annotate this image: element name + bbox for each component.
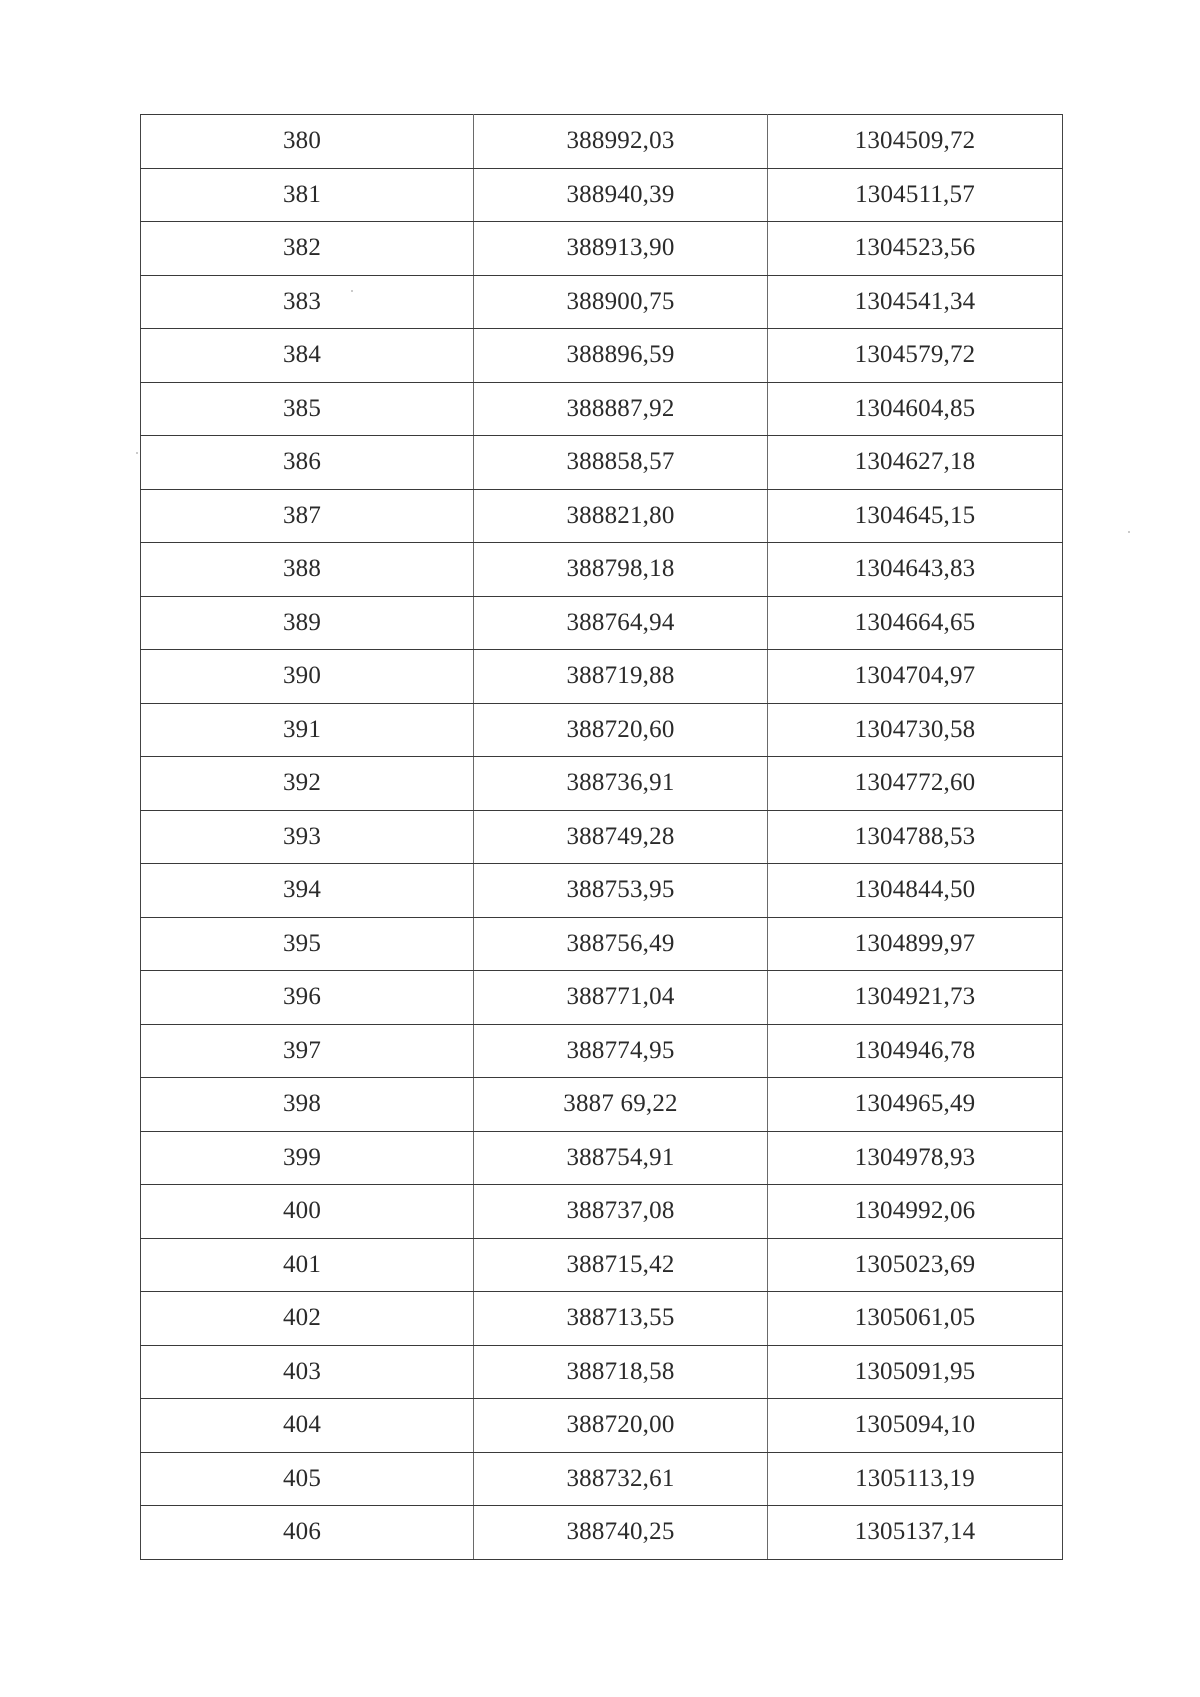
table-row [141, 115, 1063, 169]
y-coordinate-cell: 1304704,97 [768, 650, 1063, 704]
point-number-cell: 401 [141, 1238, 474, 1292]
point-number-cell: 402 [141, 1292, 474, 1346]
point-number-cell: 391 [141, 703, 474, 757]
table-row [141, 1238, 1063, 1292]
table-row [141, 168, 1063, 222]
table-row [141, 382, 1063, 436]
table-row [141, 489, 1063, 543]
point-number-cell: 398 [141, 1078, 474, 1132]
x-coordinate-cell: 388798,18 [474, 543, 768, 597]
y-coordinate-cell: 1304627,18 [768, 436, 1063, 490]
x-coordinate-cell: 388740,25 [474, 1506, 768, 1560]
y-coordinate-cell: 1304992,06 [768, 1185, 1063, 1239]
table-row [141, 650, 1063, 704]
point-number-cell: 400 [141, 1185, 474, 1239]
y-coordinate-cell: 1304788,53 [768, 810, 1063, 864]
x-coordinate-cell: 388737,08 [474, 1185, 768, 1239]
table-row [141, 810, 1063, 864]
point-number-cell: 397 [141, 1024, 474, 1078]
table-row [141, 703, 1063, 757]
table-row [141, 1345, 1063, 1399]
point-number-cell: 399 [141, 1131, 474, 1185]
x-coordinate-cell: 388756,49 [474, 917, 768, 971]
point-number-cell: 405 [141, 1452, 474, 1506]
table-row [141, 917, 1063, 971]
point-number-cell: 394 [141, 864, 474, 918]
y-coordinate-cell: 1304965,49 [768, 1078, 1063, 1132]
x-coordinate-cell: 388774,95 [474, 1024, 768, 1078]
y-coordinate-cell: 1304978,93 [768, 1131, 1063, 1185]
x-coordinate-cell: 388754,91 [474, 1131, 768, 1185]
table-row [141, 1292, 1063, 1346]
coordinates-table [140, 114, 1063, 1560]
y-coordinate-cell: 1304844,50 [768, 864, 1063, 918]
y-coordinate-cell: 1305091,95 [768, 1345, 1063, 1399]
table-row [141, 222, 1063, 276]
point-number-cell: 392 [141, 757, 474, 811]
x-coordinate-cell: 388821,80 [474, 489, 768, 543]
x-coordinate-cell: 388736,91 [474, 757, 768, 811]
y-coordinate-cell: 1304523,56 [768, 222, 1063, 276]
y-coordinate-cell: 1305113,19 [768, 1452, 1063, 1506]
x-coordinate-cell: 388713,55 [474, 1292, 768, 1346]
y-coordinate-cell: 1304541,34 [768, 275, 1063, 329]
table-row [141, 1399, 1063, 1453]
y-coordinate-cell: 1304730,58 [768, 703, 1063, 757]
scan-speck [351, 290, 353, 292]
y-coordinate-cell: 1304772,60 [768, 757, 1063, 811]
point-number-cell: 403 [141, 1345, 474, 1399]
table-row [141, 1506, 1063, 1560]
point-number-cell: 380 [141, 115, 474, 169]
table-row [141, 1185, 1063, 1239]
point-number-cell: 404 [141, 1399, 474, 1453]
y-coordinate-cell: 1304946,78 [768, 1024, 1063, 1078]
x-coordinate-cell: 388749,28 [474, 810, 768, 864]
y-coordinate-cell: 1304579,72 [768, 329, 1063, 383]
x-coordinate-cell: 388887,92 [474, 382, 768, 436]
x-coordinate-cell: 388720,60 [474, 703, 768, 757]
point-number-cell: 385 [141, 382, 474, 436]
x-coordinate-cell: 388858,57 [474, 436, 768, 490]
y-coordinate-cell: 1304899,97 [768, 917, 1063, 971]
y-coordinate-cell: 1304509,72 [768, 115, 1063, 169]
table-row [141, 543, 1063, 597]
x-coordinate-cell: 388720,00 [474, 1399, 768, 1453]
table-row [141, 436, 1063, 490]
point-number-cell: 386 [141, 436, 474, 490]
table-row [141, 1452, 1063, 1506]
x-coordinate-cell: 3887 69,22 [474, 1078, 768, 1132]
x-coordinate-cell: 388771,04 [474, 971, 768, 1025]
x-coordinate-cell: 388900,75 [474, 275, 768, 329]
point-number-cell: 389 [141, 596, 474, 650]
y-coordinate-cell: 1305094,10 [768, 1399, 1063, 1453]
y-coordinate-cell: 1304604,85 [768, 382, 1063, 436]
y-coordinate-cell: 1304664,65 [768, 596, 1063, 650]
point-number-cell: 381 [141, 168, 474, 222]
x-coordinate-cell: 388718,58 [474, 1345, 768, 1399]
x-coordinate-cell: 388719,88 [474, 650, 768, 704]
x-coordinate-cell: 388992,03 [474, 115, 768, 169]
y-coordinate-cell: 1305023,69 [768, 1238, 1063, 1292]
y-coordinate-cell: 1304921,73 [768, 971, 1063, 1025]
point-number-cell: 387 [141, 489, 474, 543]
point-number-cell: 406 [141, 1506, 474, 1560]
x-coordinate-cell: 388715,42 [474, 1238, 768, 1292]
x-coordinate-cell: 388896,59 [474, 329, 768, 383]
scan-speck [1128, 531, 1130, 533]
y-coordinate-cell: 1304511,57 [768, 168, 1063, 222]
y-coordinate-cell: 1305061,05 [768, 1292, 1063, 1346]
table-row [141, 757, 1063, 811]
y-coordinate-cell: 1305137,14 [768, 1506, 1063, 1560]
table-row [141, 1131, 1063, 1185]
table-row [141, 275, 1063, 329]
point-number-cell: 395 [141, 917, 474, 971]
y-coordinate-cell: 1304645,15 [768, 489, 1063, 543]
x-coordinate-cell: 388913,90 [474, 222, 768, 276]
coordinates-table-body [141, 115, 1063, 1560]
table-row [141, 596, 1063, 650]
y-coordinate-cell: 1304643,83 [768, 543, 1063, 597]
table-row [141, 329, 1063, 383]
x-coordinate-cell: 388732,61 [474, 1452, 768, 1506]
table-row [141, 864, 1063, 918]
x-coordinate-cell: 388764,94 [474, 596, 768, 650]
point-number-cell: 383 [141, 275, 474, 329]
point-number-cell: 382 [141, 222, 474, 276]
table-row [141, 1078, 1063, 1132]
point-number-cell: 390 [141, 650, 474, 704]
point-number-cell: 393 [141, 810, 474, 864]
scan-speck [136, 452, 138, 454]
point-number-cell: 396 [141, 971, 474, 1025]
point-number-cell: 384 [141, 329, 474, 383]
table-row [141, 971, 1063, 1025]
point-number-cell: 388 [141, 543, 474, 597]
table-row [141, 1024, 1063, 1078]
x-coordinate-cell: 388753,95 [474, 864, 768, 918]
x-coordinate-cell: 388940,39 [474, 168, 768, 222]
